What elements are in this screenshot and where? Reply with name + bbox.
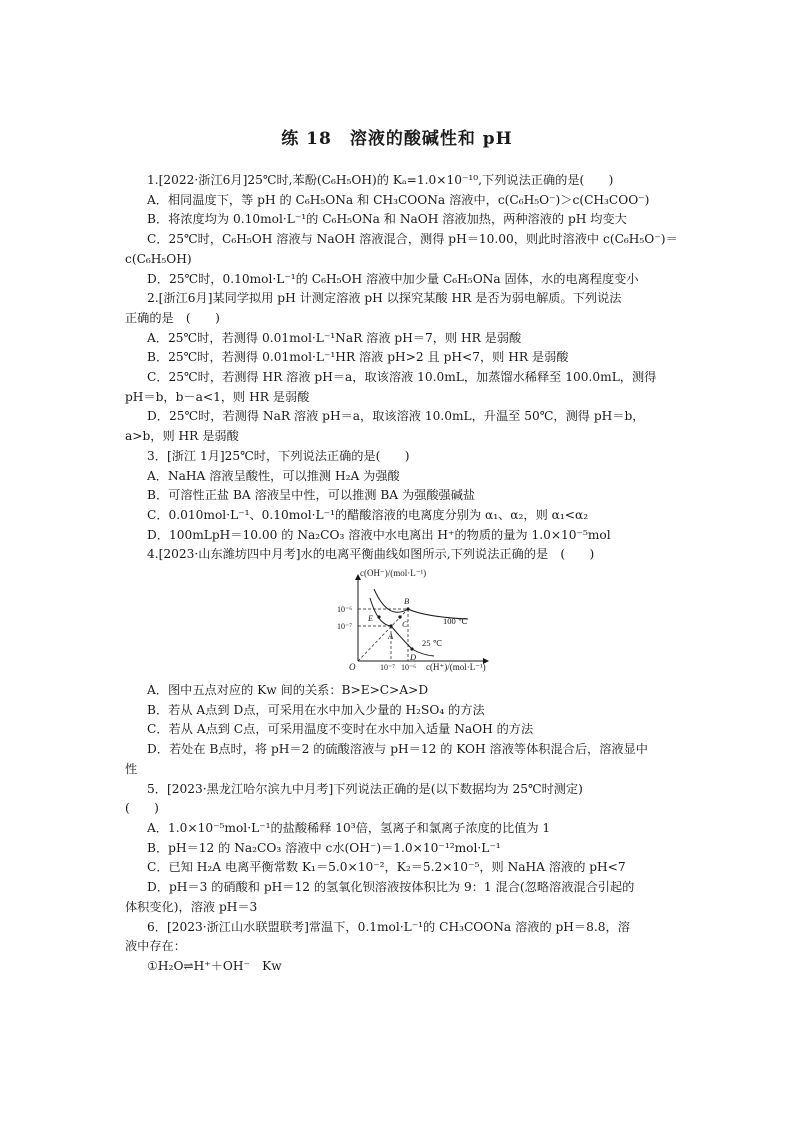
point-a-label: A (388, 631, 394, 642)
question-2-stem: 2.[浙江6月]某同学拟用 pH 计测定溶液 pH 以探究某酸 HR 是否为弱电解质。下列说法 (147, 291, 622, 306)
x-axis-label: c(H⁺)/(mol·L⁻¹) (426, 662, 486, 673)
question-5-stem: 5．[2023·黑龙江哈尔滨九中月考]下列说法正确的是(以下数据均为 25℃时测定) (147, 781, 583, 796)
water-ionization-figure (125, 569, 680, 672)
x-tick-low: 10⁻⁷ (380, 663, 396, 673)
question-2-option-d: D．25℃时，若测得 NaR 溶液 pH＝a，取该溶液 10.0mL，升温至 50℃，测得 pH＝b， (147, 409, 645, 424)
curve-100c (374, 589, 468, 619)
question-5-stem-cont: ( ) (125, 801, 159, 816)
question-6-item-1: ①H₂O⇌H⁺＋OH⁻ Kw (147, 958, 282, 973)
question-5-option-d-cont: 体积变化)，溶液 pH＝3 (125, 899, 258, 914)
question-4-stem: 4.[2023·山东潍坊四中月考]水的电离平衡曲线如图所示,下列说法正确的是 ( ) (147, 547, 595, 562)
question-5-option-c: C．已知 H₂A 电离平衡常数 K₁＝5.0×10⁻²，K₂＝5.2×10⁻⁵，则 NaHA 溶液的 pH<7 (147, 860, 626, 875)
question-5-option-d: D．pH＝3 的硝酸和 pH＝12 的氢氧化钡溶液按体积比为 9：1 混合(忽略溶液混合引起的 (147, 880, 635, 895)
question-1-stem: 1.[2022·浙江6月]25℃时,苯酚(C₆H₅OH)的 Kₐ=1.0×10⁻¹⁰,下列说法正确的是( ) (147, 173, 614, 187)
question-6-stem-cont: 液中存在： (125, 939, 186, 954)
point-e-label: E (368, 613, 374, 624)
point-d-label: D (410, 652, 417, 663)
question-1-option-a: A．相同温度下，等 pH 的 C₆H₅ONa 和 CH₃COONa 溶液中，c(C₆H₅O⁻)＞c(CH₃COO⁻) (147, 192, 650, 207)
question-2-option-a: A．25℃时，若测得 0.01mol·L⁻¹NaR 溶液 pH＝7，则 HR 是弱酸 (147, 330, 522, 345)
question-1-option-d: D．25℃时，0.10mol·L⁻¹的 C₆H₅OH 溶液中加少量 C₆H₅ONa 固体，水的电离程度变小 (147, 271, 639, 286)
question-2-option-c: C．25℃时，若测得 HR 溶液 pH＝a，取该溶液 10.0mL，加蒸馏水稀释至 100.0mL，测得 (147, 370, 657, 385)
question-3-stem: 3．[浙江 1月]25℃时，下列说法正确的是( ) (147, 448, 410, 463)
y-axis-label: c(OH⁻)/(mol·L⁻¹) (360, 569, 427, 579)
question-2-stem-cont: 正确的是 ( ) (125, 310, 220, 325)
question-1-option-c: C．25℃时，C₆H₅OH 溶液与 NaOH 溶液混合，测得 pH＝10.00，则此时溶液中 c(C₆H₅O⁻)＝ (147, 232, 678, 247)
curve-low-label: 25 ℃ (422, 638, 443, 649)
question-4-option-d: D．若处在 B点时，将 pH＝2 的硫酸溶液与 pH＝12 的 KOH 溶液等体积混合后，溶液显中 (147, 742, 648, 757)
question-5-option-b: B．pH＝12 的 Na₂CO₃ 溶液中 c水(OH⁻)＝1.0×10⁻¹²mol·L⁻¹ (147, 840, 501, 855)
question-1-option-c-cont: c(C₆H₅OH) (125, 251, 192, 266)
question-2-option-b: B．25℃时，若测得 0.01mol·L⁻¹HR 溶液 pH>2 且 pH<7，则 HR 是弱酸 (147, 350, 569, 365)
origin-label: O (349, 662, 356, 673)
point-a (389, 624, 392, 627)
question-4-option-d-cont: 性 (125, 761, 138, 776)
question-4-option-a: A．图中五点对应的 Kw 间的关系：B>E>C>A>D (147, 683, 429, 698)
question-3-option-c: C．0.010mol·L⁻¹、0.10mol·L⁻¹的醋酸溶液的电离度分别为 α₁、α₂，则 α₁<α₂ (147, 507, 589, 522)
question-3-option-b: B．可溶性正盐 BA 溶液呈中性，可以推测 BA 为强酸强碱盐 (147, 488, 476, 503)
question-3-option-d: D．100mLpH＝10.00 的 Na₂CO₃ 溶液中水电离出 H⁺的物质的量为 1.0×10⁻⁵mol (147, 527, 611, 542)
ionization-curve-diagram (330, 569, 500, 672)
document-body (125, 171, 680, 977)
question-3-option-a: A．NaHA 溶液呈酸性，可以推测 H₂A 为强酸 (147, 468, 400, 483)
question-4-option-c: C．若从 A点到 C点，可采用温度不变时在水中加入适量 NaOH 的方法 (147, 722, 534, 737)
y-tick-low: 10⁻⁷ (337, 622, 353, 632)
point-b-label: B (404, 596, 410, 607)
x-tick-high: 10⁻⁶ (401, 663, 417, 673)
curve-high-label: 100 ℃ (443, 616, 468, 627)
point-e (377, 615, 380, 618)
page-title: 练 18 溶液的酸碱性和 pH (281, 129, 513, 149)
question-2-option-d-cont: a>b，则 HR 是弱酸 (125, 429, 239, 444)
question-1-option-b: B．将浓度均为 0.10mol·L⁻¹的 C₆H₅ONa 和 NaOH 溶液加热，两种溶液的 pH 均变大 (147, 212, 627, 227)
question-4-option-b: B．若从 A点到 D点，可采用在水中加入少量的 H₂SO₄ 的方法 (147, 702, 485, 717)
y-tick-high: 10⁻⁶ (337, 605, 353, 615)
question-2-option-c-cont: pH＝b，b－a<1，则 HR 是弱酸 (125, 389, 310, 404)
question-6-stem: 6．[2023·浙江山水联盟联考]常温下，0.1mol·L⁻¹的 CH₃COONa 溶液的 pH＝8.8，溶 (147, 919, 630, 934)
question-5-option-a: A．1.0×10⁻⁵mol·L⁻¹的盐酸稀释 10³倍，氢离子和氯离子浓度的比值为 1 (147, 820, 551, 835)
point-b (406, 607, 409, 610)
point-c-label: C (402, 619, 408, 630)
point-d (410, 647, 413, 650)
